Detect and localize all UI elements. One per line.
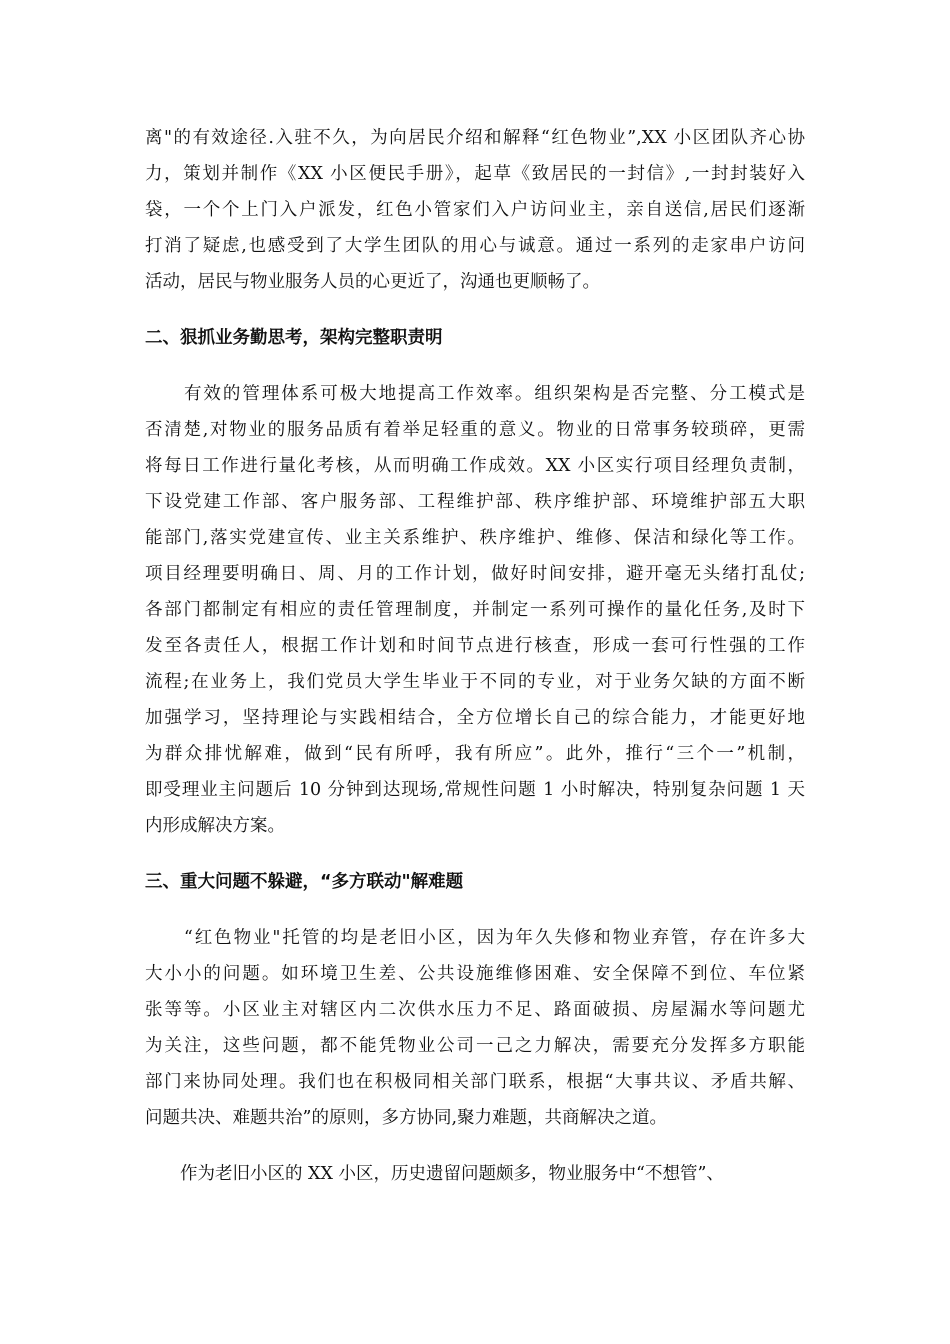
- text-line: 作为老旧小区的 XX 小区，历史遗留问题颇多，物业服务中“不想管”、: [145, 1164, 724, 1184]
- text-line: 加强学习，坚持理论与实践相结合，全方位增长自己的综合能力，才能更好地: [145, 708, 805, 728]
- paragraph-1: [145, 120, 805, 300]
- text-line: 发至各责任人，根据工作计划和时间节点进行核查，形成一套可行性强的工作: [145, 636, 805, 656]
- text-line: 将每日工作进行量化考核，从而明确工作成效。XX 小区实行项目经理负责制，: [145, 456, 805, 476]
- text-line: 活动，居民与物业服务人员的心更近了，沟通也更顺畅了。: [145, 272, 600, 292]
- text-line: 大小小的问题。如环境卫生差、公共设施维修困难、安全保障不到位、车位紧: [145, 964, 805, 984]
- text-line: 张等等。小区业主对辖区内二次供水压力不足、路面破损、房屋漏水等问题尤: [145, 1000, 805, 1020]
- text-line: 离"的有效途径.入驻不久，为向居民介绍和解释“红色物业”,XX 小区团队齐心协: [145, 128, 805, 148]
- paragraph-3: [145, 920, 805, 1136]
- text-line: “红色物业"托管的均是老旧小区，因为年久失修和物业弃管，存在许多大: [145, 928, 805, 948]
- text-line: 部门来协同处理。我们也在积极同相关部门联系，根据“大事共议、矛盾共解、: [145, 1072, 805, 1092]
- text-line: 否清楚,对物业的服务品质有着举足轻重的意义。物业的日常事务较琐碎，更需: [145, 420, 805, 440]
- text-line: 力，策划并制作《XX 小区便民手册》，起草《致居民的一封信》,一封封装好入: [145, 164, 805, 184]
- text-line: 流程;在业务上，我们党员大学生毕业于不同的专业，对于业务欠缺的方面不断: [145, 672, 805, 692]
- text-line: 打消了疑虑,也感受到了大学生团队的用心与诚意。通过一系列的走家串户访问: [145, 236, 805, 256]
- text-line: 项目经理要明确日、周、月的工作计划，做好时间安排，避开毫无头绪打乱仗;: [145, 564, 805, 584]
- text-line: 有效的管理体系可极大地提高工作效率。组织架构是否完整、分工模式是: [145, 384, 805, 404]
- spacer: [145, 844, 805, 864]
- text-line: 即受理业主问题后 10 分钟到达现场,常规性问题 1 小时解决，特别复杂问题 1 天: [145, 780, 805, 800]
- text-line: 各部门都制定有相应的责任管理制度，并制定一系列可操作的量化任务,及时下: [145, 600, 805, 620]
- text-line: 能部门,落实党建宣传、业主关系维护、秩序维护、维修、保洁和绿化等工作。: [145, 528, 805, 548]
- text-line: 问题共决、难题共治”的原则，多方协同,聚力难题，共商解决之道。: [145, 1108, 668, 1128]
- text-line: 为关注，这些问题，都不能凭物业公司一己之力解决，需要充分发挥多方职能: [145, 1036, 805, 1056]
- text-line: 下设党建工作部、客户服务部、工程维护部、秩序维护部、环境维护部五大职: [145, 492, 805, 512]
- text-line: 为群众排忧解难，做到“民有所呼，我有所应”。此外，推行“三个一”机制，: [145, 744, 805, 764]
- paragraph-4: [145, 1156, 805, 1192]
- text-line: 袋，一个个上门入户派发，红色小管家们入户访问业主，亲自送信,居民们逐渐: [145, 200, 805, 220]
- paragraph-2: [145, 376, 805, 844]
- section-heading-2: 二、狠抓业务勤思考，架构完整职责明: [145, 328, 443, 348]
- section-heading-3: 三、重大问题不躲避，“多方联动"解难题: [145, 872, 464, 892]
- spacer: [145, 1136, 805, 1156]
- text-line: 内形成解决方案。: [145, 816, 285, 836]
- document-body: [145, 120, 805, 1192]
- spacer: [145, 300, 805, 320]
- spacer: [145, 900, 805, 920]
- spacer: [145, 356, 805, 376]
